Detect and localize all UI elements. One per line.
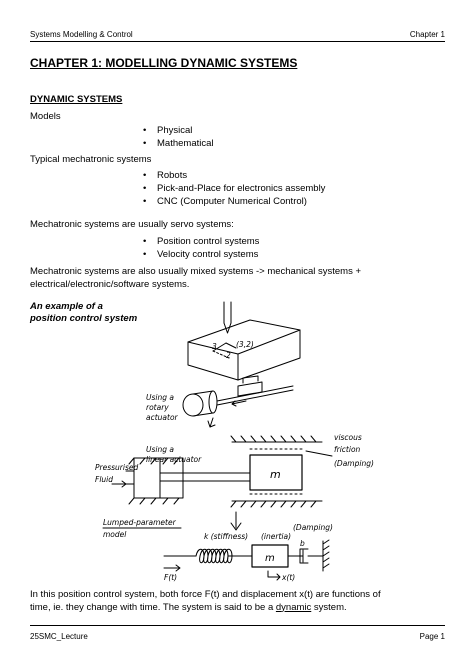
footer-lecture: 25SMC_Lecture [30, 632, 88, 641]
dynamic-term: dynamic [275, 601, 312, 613]
force-arrow [164, 565, 180, 571]
position-control-figure [0, 295, 474, 585]
typical-list [143, 169, 325, 208]
rotary-label-1: Using a [146, 393, 174, 402]
closing-line2 [30, 602, 445, 615]
closing-paragraph [30, 589, 445, 614]
list-item: • CNC (Computer Numerical Control) [143, 195, 325, 208]
linear-label-1: Using a [146, 445, 174, 454]
workpiece-block [188, 320, 300, 380]
spring-coil [196, 549, 252, 563]
models-label: Models [30, 111, 61, 122]
header-rule [30, 41, 445, 42]
fluid-arrow [112, 481, 126, 487]
mass-label: m [270, 468, 281, 481]
figure-caption-line2: position control system [30, 313, 138, 324]
damper-b-label: b [300, 539, 305, 548]
linear-label-2: linear actuator [146, 455, 202, 464]
coord-2-label: 2 [226, 351, 231, 360]
leadscrew [217, 376, 293, 405]
section-title: DYNAMIC SYSTEMS [30, 94, 123, 105]
piston-rod [160, 473, 250, 481]
stiffness-label: k (stiffness) [204, 532, 249, 541]
rotary-actuator [183, 391, 217, 416]
lumped-label-2: model [103, 530, 127, 539]
rotation-arrow [208, 418, 215, 427]
inertia-label: (inertia) [261, 532, 292, 541]
list-item: • Position control systems [143, 235, 259, 248]
pressurised-label-1: Pressurised [95, 463, 139, 472]
mixed-systems-line2: electrical/electronic/software systems. [30, 279, 190, 290]
force-label: F(t) [164, 573, 178, 582]
running-header-title: Systems Modelling & Control [30, 30, 133, 39]
models-list [143, 124, 214, 150]
list-item: • Mathematical [143, 137, 214, 150]
coord-point-label: (3,2) [236, 340, 254, 349]
list-item: • Velocity control systems [143, 248, 259, 261]
friction-pointer [306, 451, 332, 456]
pressurised-label-2: Fluid [95, 475, 113, 484]
list-item: • Robots [143, 169, 325, 182]
figure-caption-line1: An example of a [30, 301, 103, 312]
servo-label: Mechatronic systems are usually servo systems: [30, 219, 234, 230]
viscous-label-1: viscous [334, 433, 362, 442]
typical-label: Typical mechatronic systems [30, 154, 152, 165]
damping-label: (Damping) [293, 523, 333, 532]
displacement-arrow [268, 571, 280, 580]
viscous-label-3: (Damping) [334, 459, 374, 468]
damper [288, 540, 329, 571]
viscous-label-2: friction [334, 445, 361, 454]
displacement-label: x(t) [282, 573, 296, 582]
closing-line2-pre: time, ie. they change with time. The system is said to be a [30, 601, 276, 613]
model-arrow [231, 512, 241, 530]
chapter-title: CHAPTER 1: MODELLING DYNAMIC SYSTEMS [30, 56, 298, 70]
list-item: • Pick-and-Place for electronics assembly [143, 182, 325, 195]
mixed-systems-line1: Mechatronic systems are also usually mixed systems -> mechanical systems + [30, 266, 362, 277]
servo-list [143, 235, 259, 261]
translation-arrow [232, 401, 246, 406]
running-header-chapter: Chapter 1 [409, 30, 445, 39]
list-item: • Physical [143, 124, 214, 137]
lumped-label-1: Lumped-parameter [103, 518, 176, 527]
closing-line2-post: system. [311, 601, 347, 613]
rotary-label-2: rotary [146, 403, 169, 412]
footer-page-number: Page 1 [419, 632, 445, 641]
rotary-label-3: actuator [146, 413, 178, 422]
coord-3-label: 3 [212, 342, 217, 351]
lumped-mass-label: m [265, 553, 275, 564]
footer-rule [30, 625, 445, 626]
closing-line1: In this position control system, both force F(t) and displacement x(t) are functions of [30, 589, 381, 600]
